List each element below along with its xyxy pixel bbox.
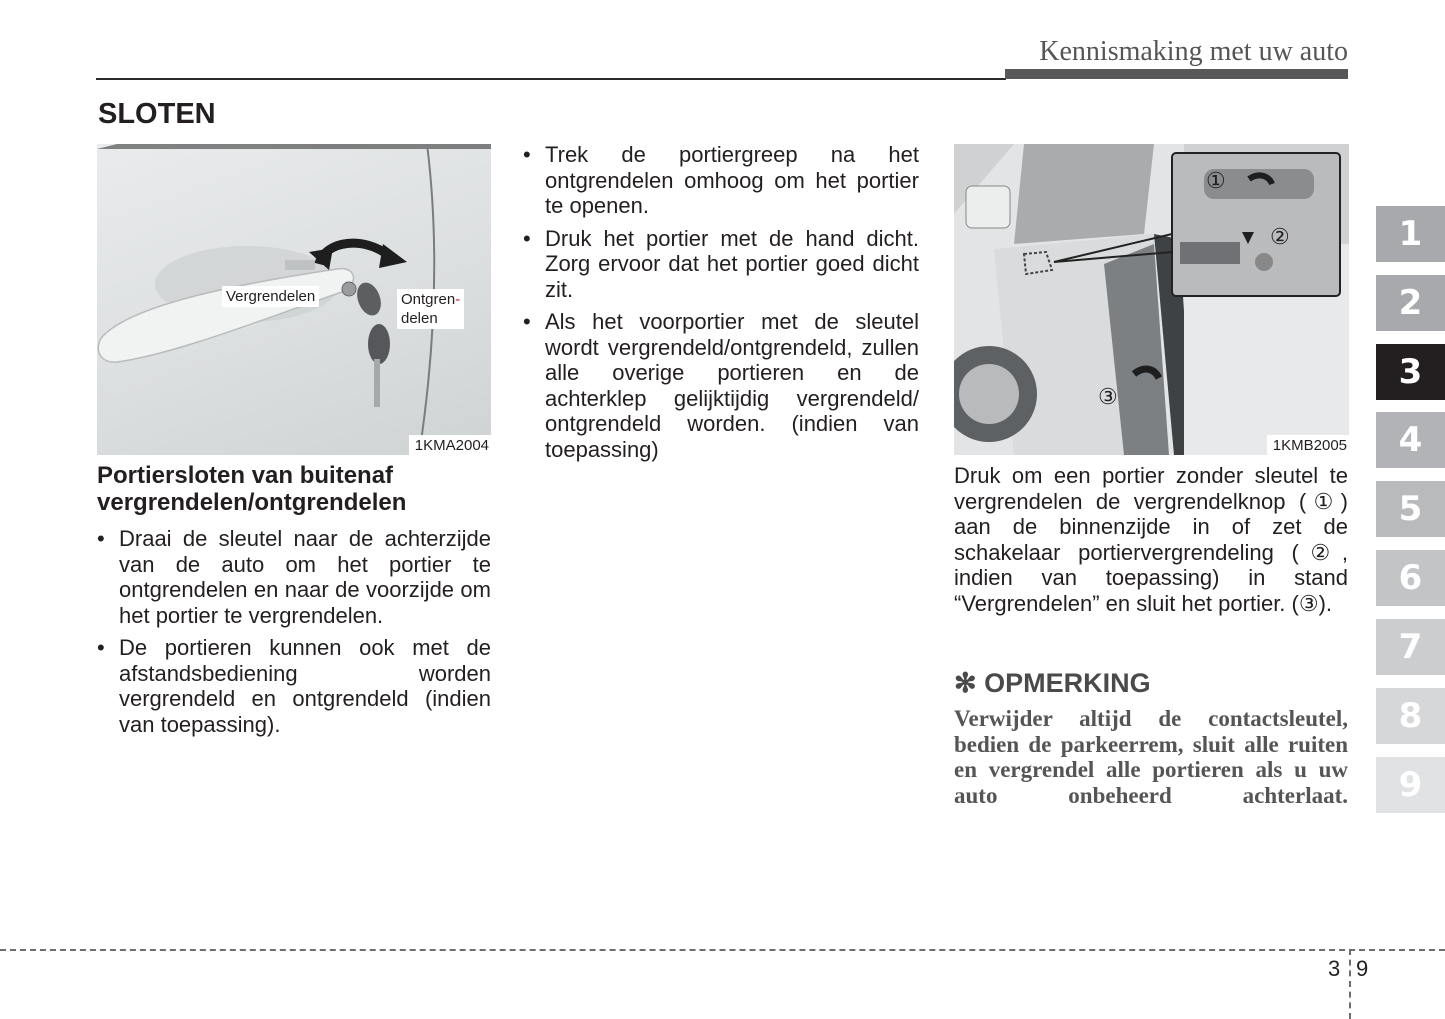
section-title: SLOTEN bbox=[98, 98, 216, 130]
chapter-tab-label: 4 bbox=[1398, 420, 1423, 460]
list-item: • Druk het portier met de hand dicht. Zorg ervoor dat het portier goed dicht zit. bbox=[523, 226, 919, 303]
figure-door-inside-lock bbox=[954, 144, 1349, 455]
chapter-tab-4[interactable] bbox=[1376, 412, 1445, 468]
chapter-tab-1[interactable] bbox=[1376, 206, 1445, 262]
bullet-list-outside bbox=[97, 526, 491, 737]
header-rule bbox=[96, 78, 1006, 80]
running-header-title: Kennismaking met uw auto bbox=[1039, 36, 1348, 67]
chapter-tab-label: 5 bbox=[1398, 489, 1423, 529]
chapter-tab-5[interactable] bbox=[1376, 481, 1445, 537]
footer-page-number: 9 bbox=[1356, 956, 1369, 981]
note-heading bbox=[954, 668, 1151, 699]
chapter-tab-3-active[interactable] bbox=[1376, 344, 1445, 400]
chapter-tab-label: 6 bbox=[1398, 558, 1423, 598]
subheading-outside-locks: Portiersloten van buitenaf vergrendelen/ontgrendelen bbox=[97, 462, 407, 516]
header-bar bbox=[1005, 69, 1348, 79]
label-unlock-line2: delen bbox=[401, 310, 438, 327]
chapter-tab-label: 3 bbox=[1398, 352, 1423, 392]
footer-dashed-rule bbox=[0, 949, 1445, 951]
chapter-tab-9[interactable] bbox=[1376, 757, 1445, 813]
door-interior-illustration bbox=[954, 144, 1349, 455]
label-lock: Vergrendelen bbox=[222, 286, 319, 307]
chapter-tab-label: 1 bbox=[1398, 214, 1423, 254]
chapter-tab-label: 7 bbox=[1398, 627, 1423, 667]
column-2 bbox=[523, 142, 919, 469]
footer-vertical-dashed-rule bbox=[1349, 949, 1351, 1019]
note-body: Verwijder altijd de contactsleutel, bedien de parkeerrem, sluit alle ruiten en vergrendel alle portieren als u uw auto onbeheerd achterlaat. bbox=[954, 706, 1348, 808]
chapter-tab-label: 8 bbox=[1398, 696, 1423, 736]
footer-chapter-number: 3 bbox=[1328, 956, 1341, 981]
chapter-tab-6[interactable] bbox=[1376, 550, 1445, 606]
asterisk-icon: ✻ bbox=[954, 668, 977, 698]
chapter-tab-2[interactable] bbox=[1376, 275, 1445, 331]
list-item: • Draai de sleutel naar de achterzijde van de auto om het portier te ontgrendelen en naar de voorzijde om het portier te vergrendelen. bbox=[97, 526, 491, 628]
bullet-list-door bbox=[523, 142, 919, 462]
figure-code: 1KMA2004 bbox=[409, 435, 491, 455]
callout-3: ③ bbox=[1098, 384, 1118, 409]
chapter-tab-8[interactable] bbox=[1376, 688, 1445, 744]
chapter-tab-7[interactable] bbox=[1376, 619, 1445, 675]
label-unlock-line1: Ontgren bbox=[401, 291, 456, 308]
label-unlock-hyphen: - bbox=[455, 291, 461, 308]
list-item: • Trek de portiergreep na het ontgrendelen omhoog om het portier te openen. bbox=[523, 142, 919, 219]
list-item: • De portieren kunnen ook met de afstandsbediening worden vergrendeld en ontgrendeld (indien van toepassing). bbox=[97, 635, 491, 737]
column-1 bbox=[97, 462, 491, 744]
chapter-tab-label: 9 bbox=[1398, 765, 1423, 805]
callout-1: ① bbox=[1206, 168, 1226, 193]
list-item: • Als het voorportier met de sleutel wordt vergrendeld/ontgrendeld, zullen alle overige portieren en de achterklep gelijktijdig vergrendeld/ ontgrendeld worden. (indien van toepassing) bbox=[523, 309, 919, 462]
figure-code: 1KMB2005 bbox=[1267, 435, 1349, 455]
label-unlock bbox=[397, 289, 464, 329]
callout-2: ② bbox=[1270, 224, 1290, 249]
figure-door-handle-key bbox=[97, 144, 491, 455]
column-3-paragraph: Druk om een portier zonder sleutel te vergrendelen de vergrendelknop (①) aan de binnenzijde in of zet de schakelaar portiervergrendeling (②, indien van toepassing) in stand “Vergrendelen” en sluit het portier. (③). bbox=[954, 463, 1348, 616]
note-title: OPMERKING bbox=[984, 668, 1151, 698]
chapter-tab-label: 2 bbox=[1398, 283, 1423, 323]
